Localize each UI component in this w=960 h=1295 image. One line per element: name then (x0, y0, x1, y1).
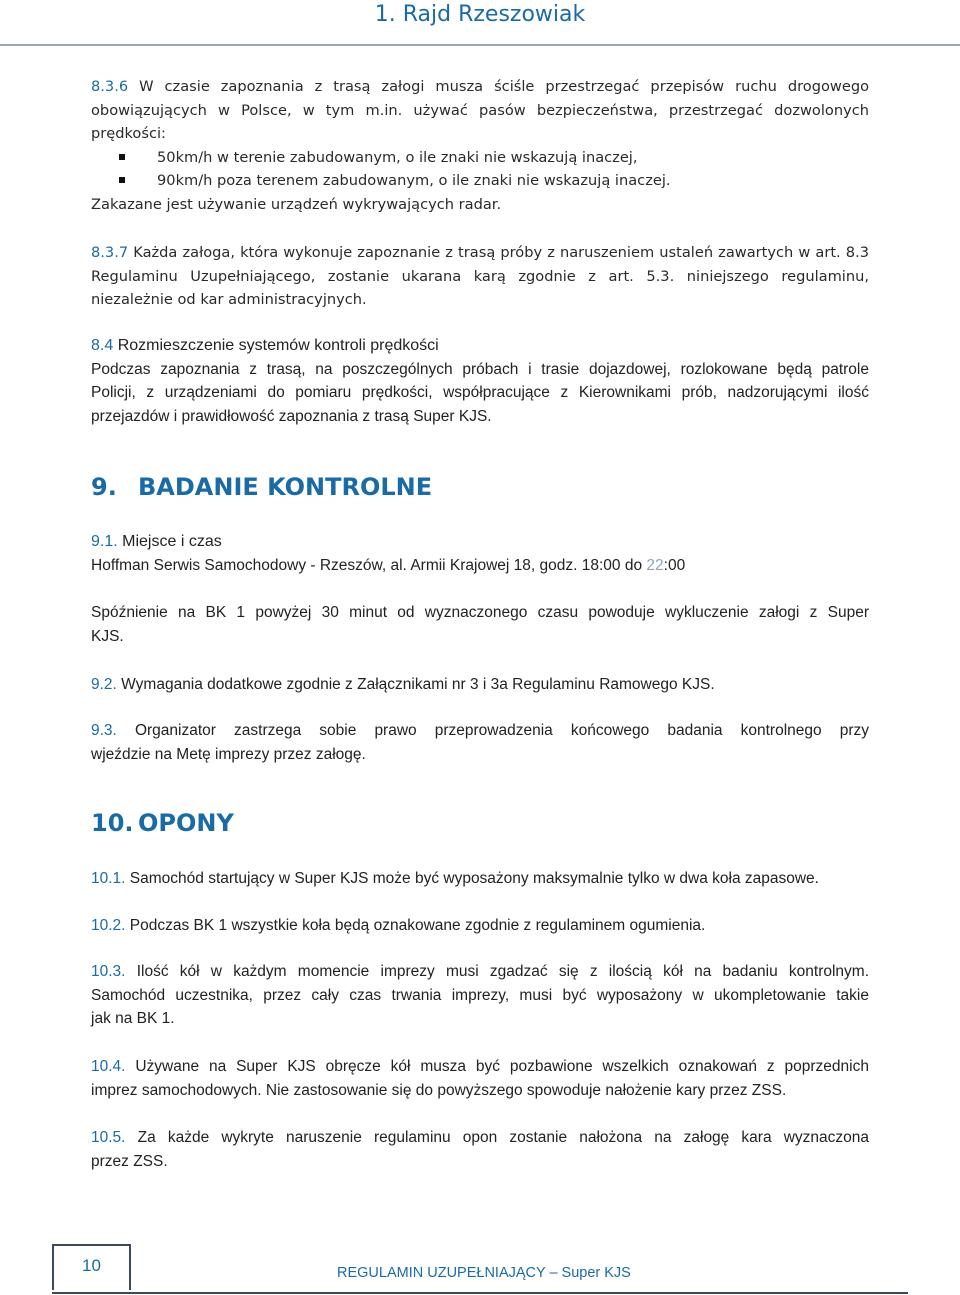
paragraph-line: przejazdów i prawidłowość zapoznania z trasą Super KJS. (91, 407, 492, 425)
paragraph-line: Policji, z urządzeniami do pomiaru prędkości, współpracujące z Kierownikami prób, nadzorującymi ilość (91, 384, 869, 401)
paragraph-line: 10.4. Używane na Super KJS obręcze kół musza być pozbawione wszelkich oznakowań z poprzednich (91, 1058, 869, 1075)
paragraph-line: obowiązujących w Polsce, w tym m.in. używać pasów bezpieczeństwa, przestrzegać dozwolonych (91, 101, 869, 119)
list-item: 50km/h w terenie zabudowanym, o ile znaki nie wskazują inaczej, (91, 146, 869, 170)
section-title: 8.4 Rozmieszczenie systemów kontroli prędkości (91, 337, 439, 354)
paragraph-line: prędkości: (91, 125, 166, 142)
section-number: 8.3.6 (91, 78, 129, 95)
paragraph-line: wjeździe na Metę imprezy przez załogę. (91, 745, 366, 763)
paragraph-line: 10.5. Za każde wykryte naruszenie regulaminu opon zostanie nałożona na załogę kara wyznaczona (91, 1129, 870, 1146)
paragraph-text: W czasie zapoznania z trasą załogi musza ściśle przestrzegać przepisów ruchu drogowego (139, 78, 870, 95)
paragraph-line: Samochód uczestnika, przez cały czas trwania imprezy, musi być wyposażony w ukompletowanie takie (91, 986, 869, 1004)
paragraph-line: Spóźnienie na BK 1 powyżej 30 minut od wyznaczonego czasu powoduje wykluczenie załogi z Super (91, 604, 869, 621)
section-9-2: 9.2. Wymagania dodatkowe zgodnie z Załącznikami nr 3 i 3a Regulaminu Ramowego KJS. (91, 676, 715, 693)
paragraph-line: KJS. (91, 627, 124, 645)
footer-divider (52, 1292, 908, 1294)
speed-limit-list (91, 146, 869, 193)
paragraph-line: 10.3. Ilość kół w każdym momencie imprezy musi zgadzać się z ilością kół na badaniu kontrolnym. (91, 963, 870, 980)
paragraph-line: Regulaminu Uzupełniającego, zostanie ukarana karą zgodnie z art. 5.3. niniejszego regulaminu, (91, 267, 869, 285)
footer-title: REGULAMIN UZUPEŁNIAJĄCY – Super KJS (337, 1265, 631, 1281)
section-10-5 (91, 1126, 869, 1173)
paragraph-line: przez ZSS. (91, 1152, 168, 1170)
page-number: 10 (82, 1256, 101, 1275)
section-8-3-7 (91, 241, 869, 312)
section-9-3 (91, 719, 869, 766)
paragraph-line: 8.3.7 Każda załoga, która wykonuje zapoznanie z trasą próby z naruszeniem ustaleń zawartych w art. 8.3 (91, 244, 870, 261)
paragraph-line: 9.3. Organizator zastrzega sobie prawo przeprowadzenia końcowego badania kontrolnego przy (91, 722, 869, 739)
section-10-3 (91, 960, 869, 1031)
late-arrival-note (91, 601, 869, 648)
section-10-heading: 10. OPONY (91, 809, 234, 837)
header-divider (0, 44, 960, 46)
section-number: 8.3.7 (91, 244, 129, 261)
list-item: 90km/h poza terenem zabudowanym, o ile znaki nie wskazują inaczej. (91, 169, 869, 193)
paragraph-line: Podczas zapoznania z trasą, na poszczególnych próbach i trasie dojazdowej, rozlokowane będą patrole (91, 360, 869, 378)
section-8-4 (91, 334, 869, 428)
section-9-1 (91, 530, 869, 577)
section-10-1: 10.1. Samochód startujący w Super KJS może być wyposażony maksymalnie tylko w dwa koła zapasowe. (91, 870, 819, 887)
section-8-3-6 (91, 75, 869, 216)
paragraph-line: imprez samochodowych. Nie zastosowanie się do powyższego spowoduje nałożenie kary przez ZSS. (91, 1081, 787, 1099)
paragraph-line: jak na BK 1. (91, 1010, 175, 1027)
section-10-2: 10.2. Podczas BK 1 wszystkie koła będą oznakowane zgodnie z regulaminem ogumienia. (91, 917, 706, 934)
square-bullet-icon (119, 154, 125, 160)
section-9-heading: 9. BADANIE KONTROLNE (91, 473, 433, 501)
paragraph-line: Hoffman Serwis Samochodowy - Rzeszów, al. Armii Krajowej 18, godz. 18:00 do 22:00 (91, 556, 686, 574)
section-10-4 (91, 1055, 869, 1102)
square-bullet-icon (119, 177, 125, 183)
paragraph-line: niezależnie od kar administracyjnych. (91, 291, 367, 308)
page-header-title: 1. Rajd Rzeszowiak (374, 2, 586, 27)
section-title: 9.1. Miejsce i czas (91, 533, 222, 550)
paragraph-line (91, 75, 869, 99)
paragraph-line: Zakazane jest używanie urządzeń wykrywających radar. (91, 195, 502, 213)
